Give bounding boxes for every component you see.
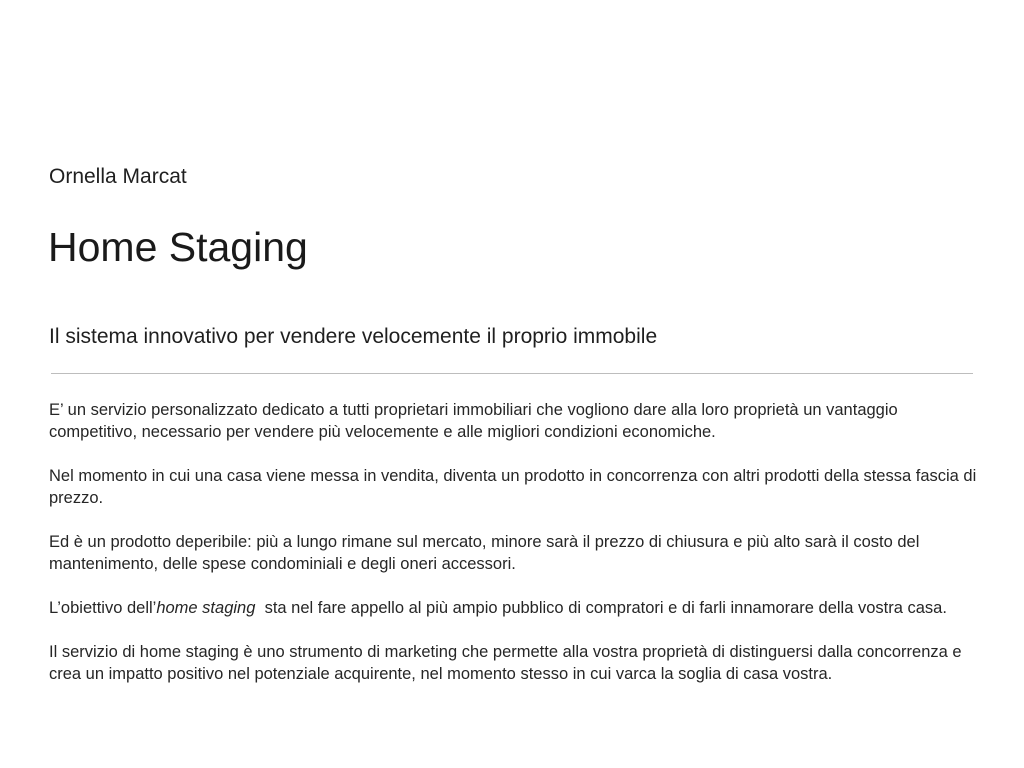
slide-subtitle: Il sistema innovativo per vendere velocemente il proprio immobile [49,325,658,348]
paragraph-4-before: L’obiettivo dell’ [49,599,157,617]
paragraph-2: Nel momento in cui una casa viene messa in vendita, diventa un prodotto in concorrenza con altri prodotti della stessa fascia di prezzo. [49,467,977,507]
paragraph-4 [49,597,984,619]
divider-line [51,373,973,374]
paragraph-4-emphasis: home staging [156,599,256,617]
paragraph-4-after: sta nel fare appello al più ampio pubblico di compratori e di farli innamorare della vostra casa. [255,599,947,617]
paragraph-1: E’ un servizio personalizzato dedicato a tutti proprietari immobiliari che vogliono dare alla loro proprietà un vantaggio competitivo, necessario per vendere più velocemente e alle migliori condizioni economiche. [49,401,898,441]
paragraph-3: Ed è un prodotto deperibile: più a lungo rimane sul mercato, minore sarà il prezzo di chiusura e più alto sarà il costo del mantenimento, delle spese condominiali e degli oneri accessori. [49,533,920,573]
slide-title: Home Staging [48,224,308,270]
paragraph-5: Il servizio di home staging è uno strumento di marketing che permette alla vostra proprietà di distinguersi dalla concorrenza e crea un impatto positivo nel potenziale acquirente, nel momento stesso in cui varca la soglia di casa vostra. [49,643,962,683]
author-name: Ornella Marcat [49,165,187,188]
body-text [49,399,984,685]
